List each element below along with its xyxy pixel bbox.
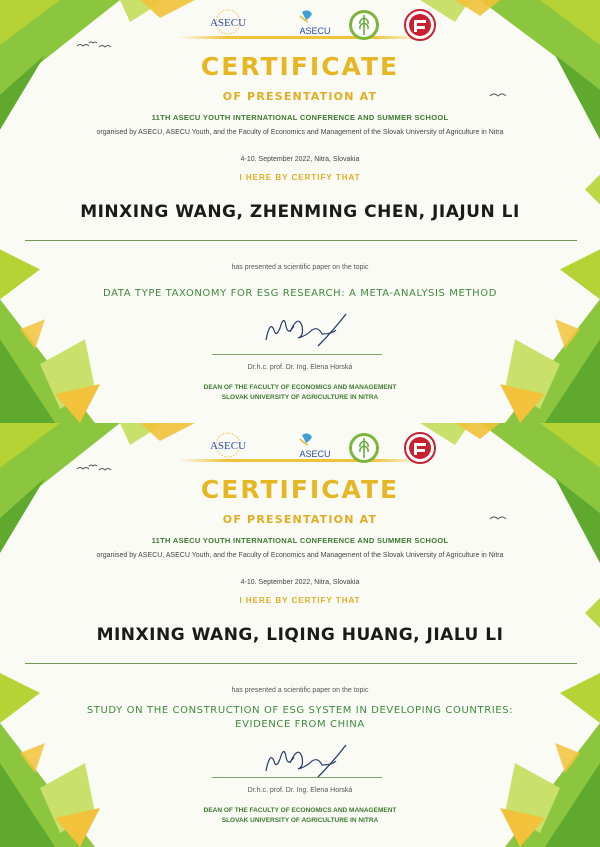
certificate-title: CERTIFICATE: [200, 475, 400, 504]
signer-name: Dr.h.c. prof. Dr. Ing. Elena Horská: [247, 364, 353, 371]
asecu-logo-text: ASECU: [209, 440, 247, 452]
paper-title: DATA TYPE TAXONOMY FOR ESG RESEARCH: A META-ANALYSIS METHOD: [102, 288, 497, 299]
recipient-names: MINXING WANG, ZHENMING CHEN, JIAJUN LI: [80, 202, 520, 222]
certificate-title: CERTIFICATE: [200, 52, 400, 81]
agriculture-wheat-logo: [347, 8, 381, 42]
presented-statement: has presented a scientific paper on the topic: [231, 687, 369, 694]
agriculture-wheat-logo: [347, 431, 381, 465]
university-red-seal: [403, 431, 437, 465]
certify-statement: I HERE BY CERTIFY THAT: [239, 596, 361, 605]
organisers-text: organised by ASECU, ASECU Youth, and the Faculty of Economics and Management of the Slovak University of Agriculture in Nitra: [96, 129, 504, 136]
dean-title: [150, 806, 450, 826]
asecu-logo-text: ASECU: [209, 17, 247, 29]
organisers-text: organised by ASECU, ASECU Youth, and the Faculty of Economics and Management of the Slovak University of Agriculture in Nitra: [96, 552, 504, 559]
signature-line: [212, 777, 382, 778]
names-divider: [25, 663, 577, 664]
asecu-youth-logo: [292, 431, 338, 463]
asecu-logo: [202, 431, 254, 461]
signature: [258, 741, 352, 781]
certificate-subtitle: OF PRESENTATION AT: [222, 513, 378, 526]
signature: [258, 310, 352, 350]
asecu-youth-logo-text: ASECU: [299, 449, 331, 459]
conference-name: 11TH ASECU YOUTH INTERNATIONAL CONFERENCE AND SUMMER SCHOOL: [151, 536, 449, 545]
asecu-youth-logo-text: ASECU: [299, 26, 331, 36]
birds-icon: [75, 38, 115, 52]
certificate-1: [0, 0, 600, 423]
signature-line: [212, 354, 382, 355]
dean-title-line-2: SLOVAK UNIVERSITY OF AGRICULTURE IN NITRA: [221, 817, 379, 824]
certify-statement: I HERE BY CERTIFY THAT: [239, 173, 361, 182]
certificate-2: [0, 423, 600, 847]
asecu-youth-logo: [292, 8, 338, 40]
presented-statement: has presented a scientific paper on the topic: [231, 264, 369, 271]
dean-title-line-1: DEAN OF THE FACULTY OF ECONOMICS AND MANAGEMENT: [203, 384, 397, 391]
dean-title-line-2: SLOVAK UNIVERSITY OF AGRICULTURE IN NITRA: [221, 394, 379, 401]
dean-title-line-1: DEAN OF THE FACULTY OF ECONOMICS AND MANAGEMENT: [203, 807, 397, 814]
event-dates: 4-10. September 2022, Nitra, Slovakia: [240, 579, 360, 586]
event-dates: 4-10. September 2022, Nitra, Slovakia: [240, 156, 360, 163]
certificate-subtitle: OF PRESENTATION AT: [222, 90, 378, 103]
dean-title: [150, 383, 450, 403]
birds-icon: [75, 461, 115, 475]
conference-name: 11TH ASECU YOUTH INTERNATIONAL CONFERENCE AND SUMMER SCHOOL: [151, 113, 449, 122]
signer-name: Dr.h.c. prof. Dr. Ing. Elena Horská: [247, 787, 353, 794]
paper-title: STUDY ON THE CONSTRUCTION OF ESG SYSTEM IN DEVELOPING COUNTRIES: EVIDENCE FROM CHINA: [86, 705, 514, 730]
recipient-names: MINXING WANG, LIQING HUANG, JIALU LI: [96, 625, 504, 645]
names-divider: [25, 240, 577, 241]
asecu-logo: [202, 8, 254, 38]
university-red-seal: [403, 8, 437, 42]
